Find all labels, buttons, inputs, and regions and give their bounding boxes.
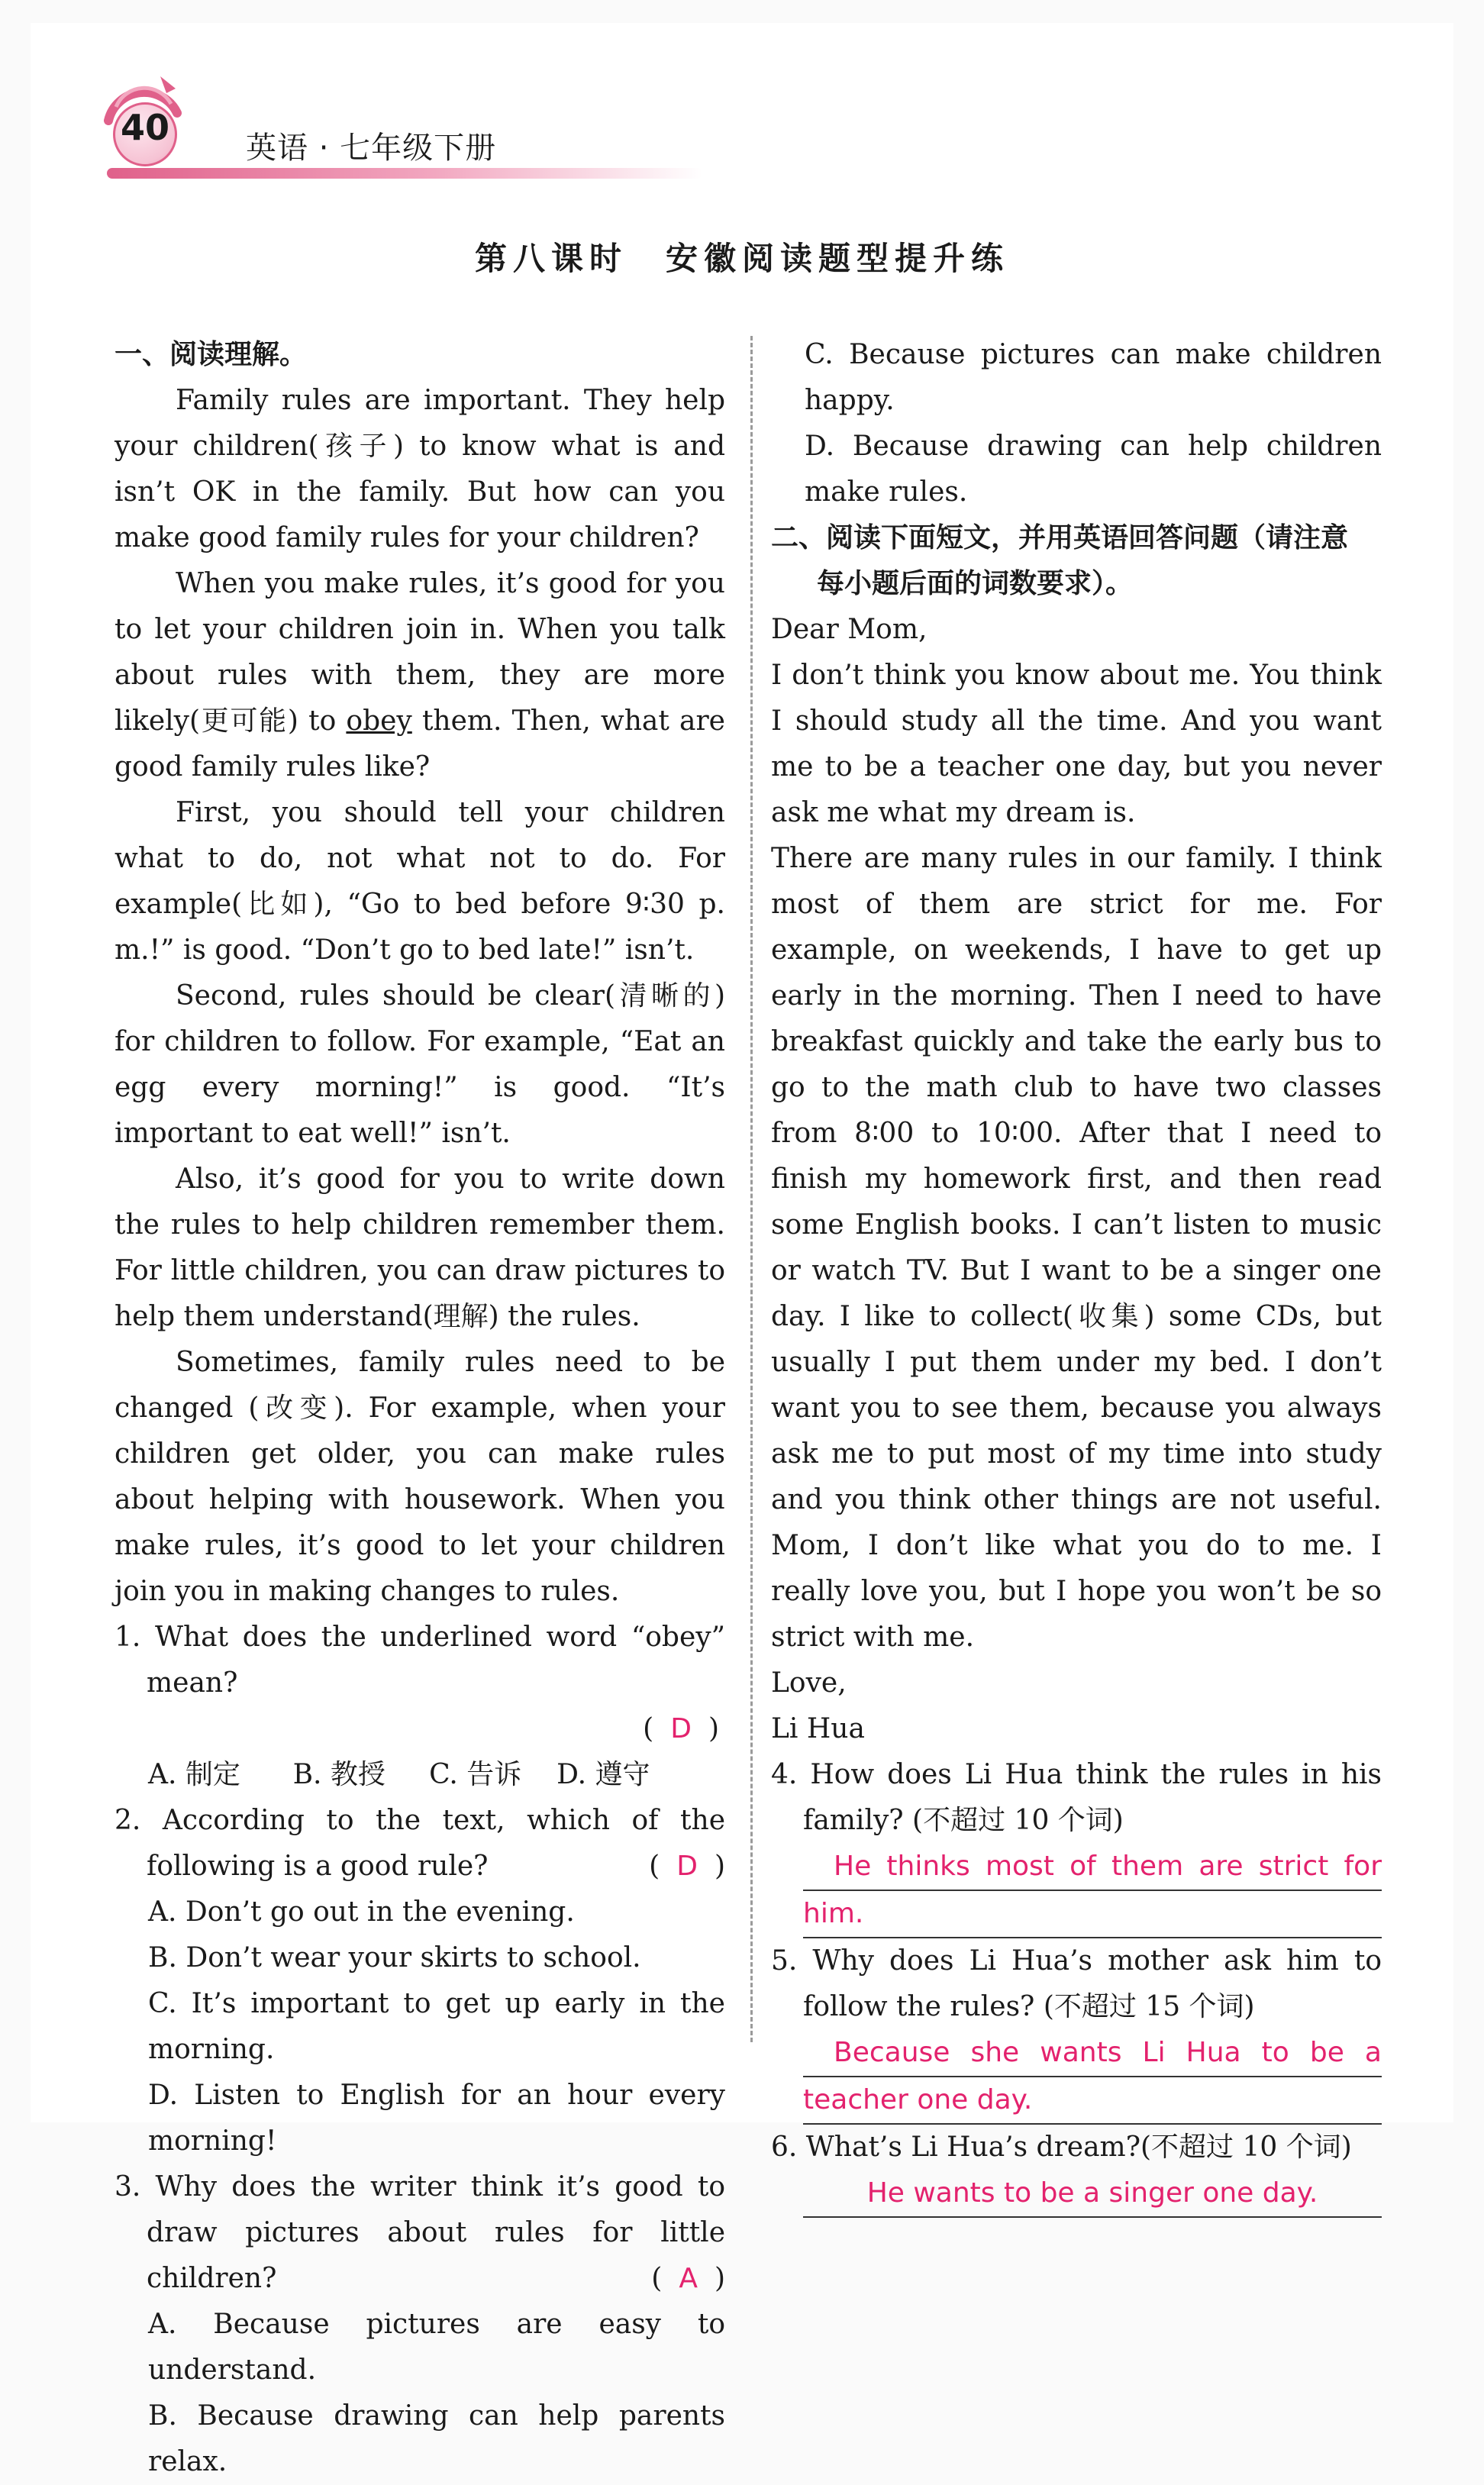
header-bar xyxy=(107,168,702,179)
letter-closing: Love, xyxy=(771,1667,847,1699)
right-column xyxy=(771,332,1382,2218)
q2-option-d: D. Listen to English for an hour every morning! xyxy=(148,2080,725,2157)
question-4-limit: (不超过 10 个词) xyxy=(912,1805,1124,1836)
q3-option-b: B. Because drawing can help parents relax. xyxy=(148,2400,725,2477)
question-5-stem xyxy=(771,1938,1382,2030)
q2-option-a: A. Don’t go out in the evening. xyxy=(148,1896,575,1928)
question-3-answer-bracket: ( A ) xyxy=(651,2263,725,2294)
question-1-stem: 1. What does the underlined word “obey” mean? xyxy=(115,1622,725,1699)
question-3-stem-text: 3. Why does the writer think it’s good to draw pictures about rules for little children? xyxy=(115,2171,725,2294)
question-1-answer: D xyxy=(670,1713,692,1744)
question-6-limit: (不超过 10 个词) xyxy=(1140,2132,1352,2163)
q4-answer-line-2: him. xyxy=(803,1891,1382,1938)
passage-paragraph-2-start: When you make rules, it’s good for you to let your children join in. When you talk about rules with them, they are more likely(更可能) to xyxy=(115,568,725,737)
question-2-answer-bracket: ( D ) xyxy=(649,1851,725,1882)
q6-answer-line-1: He wants to be a singer one day. xyxy=(803,2170,1382,2218)
passage-paragraph-2-end: them. Then, what are good family rules like? xyxy=(115,705,725,783)
question-2-answer: D xyxy=(676,1851,698,1882)
q3-option-d: D. Because drawing can help children make rules. xyxy=(805,431,1382,508)
letter-signature: Li Hua xyxy=(771,1713,865,1744)
q4-answer-line-1: He thinks most of them are strict for xyxy=(803,1844,1382,1891)
question-1-options xyxy=(115,1752,725,1798)
question-5-answer xyxy=(803,2030,1382,2125)
page-number: 40 xyxy=(120,107,169,148)
q1-option-a: A. 制定 xyxy=(148,1759,240,1790)
question-5-limit: (不超过 15 个词) xyxy=(1043,1991,1255,2022)
page-number-badge xyxy=(85,67,200,174)
question-2-stem xyxy=(115,1798,725,1890)
question-1-answer-bracket: ( D ) xyxy=(643,1713,719,1744)
q1-option-b: B. 教授 xyxy=(292,1759,386,1790)
question-6-stem xyxy=(771,2125,1382,2170)
passage-paragraph-1: Family rules are important. They help your children(孩子) to know what is and isn’t OK in the family. But how can you make good family rules for your children? xyxy=(115,385,725,553)
column-divider xyxy=(750,336,753,2042)
passage-paragraph-5: Also, it’s good for you to write down the rules to help children remember them. For little children, you can draw pictures to help them understand(理解) the rules. xyxy=(115,1163,725,1332)
passage-paragraph-4: Second, rules should be clear(清晰的) for children to follow. For example, “Eat an egg every morning!” is good. “It’s important to eat well!” isn’t. xyxy=(115,980,725,1149)
passage-paragraph-2 xyxy=(115,561,725,790)
letter-greeting: Dear Mom, xyxy=(771,614,928,645)
question-6-stem-text: 6. What’s Li Hua’s dream? xyxy=(771,2132,1140,2163)
section-2-title-cont: 每小题后面的词数要求）。 xyxy=(817,568,1134,599)
question-2-stem-text: 2. According to the text, which of the following is a good rule? xyxy=(115,1805,725,1882)
underlined-word-obey: obey xyxy=(346,705,412,737)
q1-option-c: C. 告诉 xyxy=(429,1759,522,1790)
question-3-answer: A xyxy=(679,2263,698,2294)
q5-answer-line-1: Because she wants Li Hua to be a xyxy=(803,2030,1382,2077)
passage-paragraph-3: First, you should tell your children what to do, not what not to do. For example(比如), “Go to bed before 9∶30 p. m.!” is good. “Don’t go to bed late!” isn’t. xyxy=(115,797,725,966)
section-2-title: 二、阅读下面短文，并用英语回答问题（请注意 xyxy=(771,522,1349,553)
q2-option-b: B. Don’t wear your skirts to school. xyxy=(148,1942,641,1973)
letter-paragraph-1: I don’t think you know about me. You think I should study all the time. And you want me to be a teacher one day, but you never ask me what my dream is. xyxy=(771,660,1382,828)
letter-paragraph-2: There are many rules in our family. I think most of them are strict for me. For example, on weekends, I have to get up early in the morning. Then I need to have breakfast quickly and take the early bus to go to the math club to have two classes from 8∶00 to 10∶00. After that I need to finish my homework first, and then read some English books. I can’t listen to music or watch TV. But I want to be a singer one day. I like to collect(收集) some CDs, but usually I put them under my bed. I don’t want you to see them, because you always ask me to put most of my time into study and you think other things are not useful. Mom, I don’t like what you do to me. I really love you, but I hope you won’t be so strict with me. xyxy=(771,843,1382,1653)
question-4-stem-text: 4. How does Li Hua think the rules in his family? xyxy=(771,1759,1382,1836)
left-column xyxy=(115,332,725,2485)
question-5-stem-text: 5. Why does Li Hua’s mother ask him to follow the rules? xyxy=(771,1945,1382,2022)
q2-option-c: C. It’s important to get up early in the morning. xyxy=(148,1988,725,2065)
question-3-stem xyxy=(115,2164,725,2302)
q5-answer-line-2: teacher one day. xyxy=(803,2077,1382,2125)
q3-option-c: C. Because pictures can make children happy. xyxy=(805,339,1382,416)
lesson-title: 第八课时 安徽阅读题型提升练 xyxy=(474,240,1009,277)
book-title: 英语 · 七年级下册 xyxy=(246,131,497,166)
passage-paragraph-6: Sometimes, family rules need to be changed (改变). For example, when your children get older, you can make rules about helping with housework. When you make rules, it’s good to let your children join you in making changes to rules. xyxy=(115,1347,725,1607)
section-1-title: 一、阅读理解。 xyxy=(115,339,308,370)
question-4-stem xyxy=(771,1752,1382,1844)
question-4-answer xyxy=(803,1844,1382,1938)
question-6-answer xyxy=(803,2170,1382,2218)
q1-option-d: D. 遵守 xyxy=(556,1759,650,1790)
q3-option-a: A. Because pictures are easy to understand. xyxy=(148,2309,725,2386)
